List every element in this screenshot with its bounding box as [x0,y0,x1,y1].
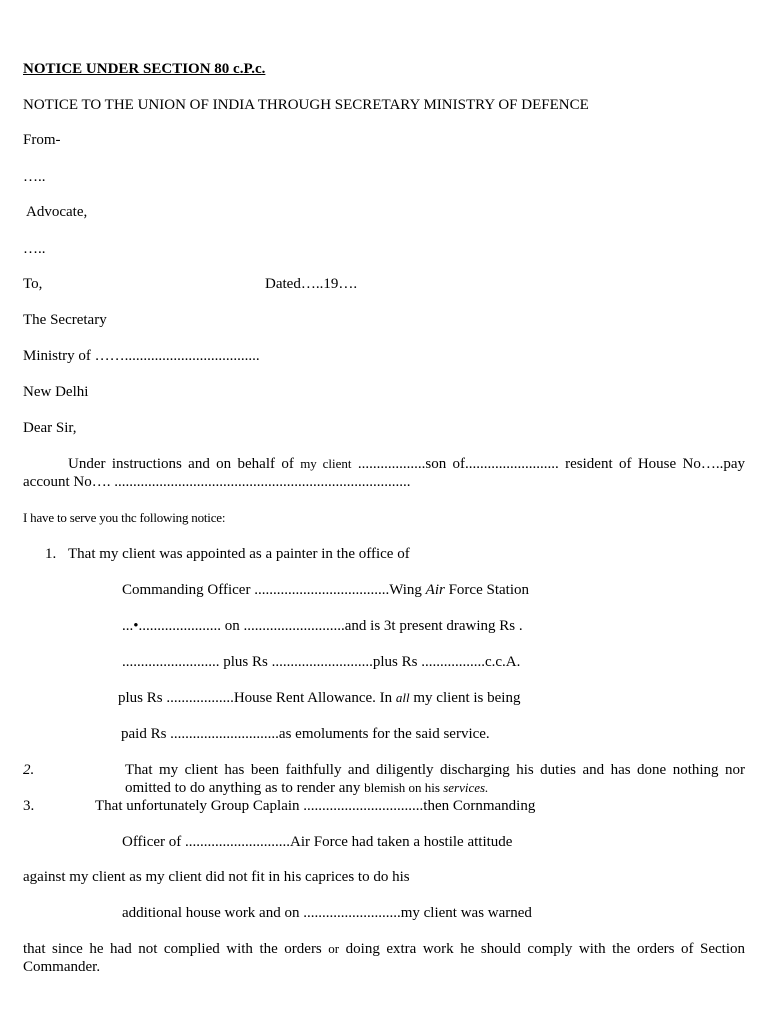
item2-line1: That my client has been faithfully and diligently discharging his duties and has done nothing nor [125,762,745,778]
item1-line1: That my client was appointed as a painter in the office of [68,546,410,562]
item3-line5 [23,940,745,958]
item1-line5-all: all [395,690,410,705]
recipient-city: New Delhi [23,384,89,400]
item1-line2 [122,581,529,599]
item2-line2-services: services. [439,780,489,795]
from-dots-placeholder: ….. [23,169,46,185]
dated-field: Dated…..19…. [265,276,358,292]
serve-notice-line: I have to serve you thc following notice: [23,510,226,525]
notice-subtitle: NOTICE TO THE UNION OF INDIA THROUGH SECRETARY MINISTRY OF DEFENCE [23,97,589,113]
to-label: To, [23,276,43,292]
item2-line2-a: omitted to do anything as to render any [125,780,365,796]
intro-text-c: ..................son of......................... resident of House No…..pay [351,456,745,472]
intro-paragraph-line2: account No…. ............................................................................... [23,474,411,490]
item1-line5 [118,689,520,707]
item1-line2-a: Commanding Officer ....................................Wing [122,582,426,598]
item3-line5-c: doing extra work he should comply with the orders of Section [339,941,745,957]
item1-line2-c: Force Station [444,582,529,598]
item2-line2 [125,779,488,797]
item1-line6: paid Rs .............................as emoluments for the said service. [121,726,490,742]
intro-text-a: Under instructions and on behalf of [68,456,301,472]
item3-line5-or: or [328,941,340,956]
advocate-label: Advocate, [26,204,88,220]
item1-line5-c: my client is being [409,690,521,706]
item3-line4: additional house work and on ..........................my client was warned [122,905,532,921]
item2-number: 2. [23,762,35,778]
item3-line5-a: that since he had not complied with the orders [23,941,329,957]
item2-line2-blemish: blemish on his [364,780,440,795]
document-title: NOTICE UNDER SECTION 80 c.P.c. [23,61,266,77]
salutation: Dear Sir, [23,420,77,436]
item3-line2: Officer of ............................Air Force had taken a hostile attitude [122,834,513,850]
item1-line5-a: plus Rs ..................House Rent Allowance. In [118,690,396,706]
item3-line3: against my client as my client did not fit in his caprices to do his [23,869,410,885]
item3-number: 3. [23,798,35,814]
from-address-placeholder: ….. [23,241,46,257]
item3-line1: That unfortunately Group Caplain ................................then Cornmanding [95,798,536,814]
item1-number: 1. [45,546,57,562]
item1-line3: ...•...................... on ...........................and is 3t present drawing Rs . [122,618,523,634]
recipient-ministry: Ministry of …….................................... [23,348,260,364]
intro-paragraph-line1 [68,455,745,473]
from-label: From- [23,132,61,148]
item3-line6: Commander. [23,959,101,975]
recipient-secretary: The Secretary [23,312,107,328]
item1-line4: .......................... plus Rs ...........................plus Rs .................c.c.A. [122,654,521,670]
item1-line2-air: Air [425,582,445,598]
intro-text-my-client: my client [300,456,352,471]
